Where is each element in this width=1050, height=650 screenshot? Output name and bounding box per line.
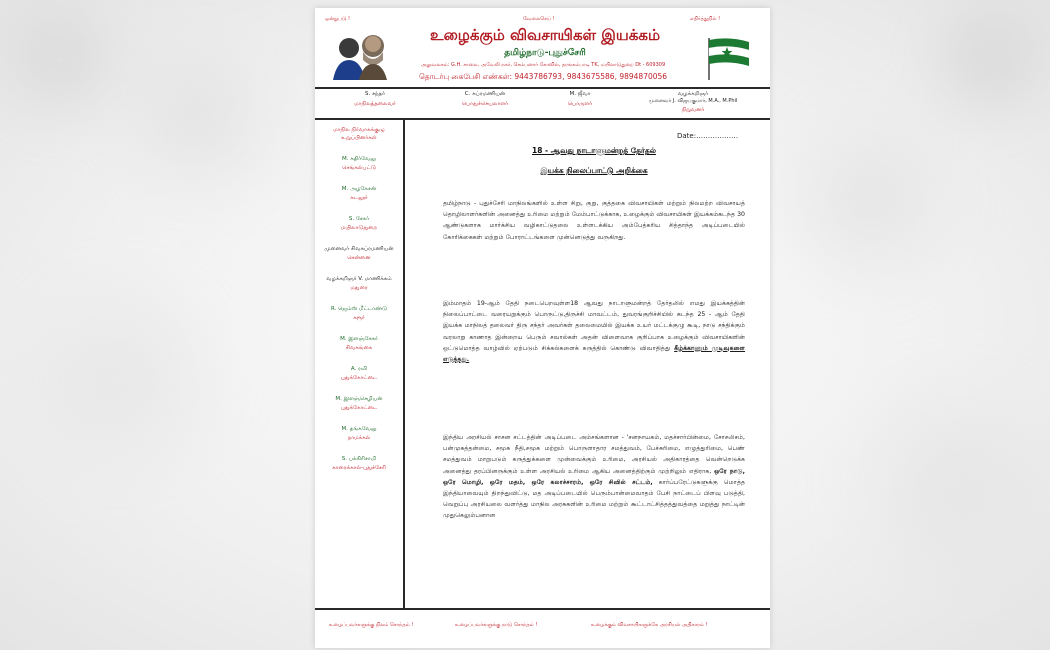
officer-name: வழக்கறிஞர் [677,91,709,97]
member-name: வழக்கறிஞர் V. மாணிக்கம் [326,276,392,282]
header-divider [315,87,770,89]
top-slogan-left: ஒன்றுபடு ! [325,16,350,22]
committee-member [315,336,403,352]
paragraph-3 [443,432,745,522]
committee-member [315,456,403,472]
paragraph-3-text-b: கார்ப்பரேட்டுகளுக்கு மொத்த இந்தியாவையும் திறந்துவிட்டு, மத அடிப்படையில் பெரும்பான்மைவாதம் பேசி நாட்டைப் பிளவு படுத்தி, வெறுப்பு அரசியலை வளர்த்து மாநில அரசுகளின் உரிமை மற்றும் கூட்டாட்சித்தத்துவத்தை மறுத்து நாட்டின் முதுகெலும்பனான [443,478,746,520]
member-place: காரைக்கால்-புதுச்சேரி [332,465,386,471]
officer-name-line2: முனைவர் J. விஜயகுமார், M.A., M.Phil [648,98,738,104]
member-place: புதுக்கோட்டை [340,405,378,411]
letter-page [315,8,770,648]
officer-treasurer [550,91,610,108]
sidebar-divider [403,120,405,608]
officer-name: S. சந்தர் [364,91,386,97]
member-name: M. தங்கவேலு [341,426,377,432]
organization-flag-icon [703,32,753,82]
member-name: S. பக்கிரிசாமி [341,456,377,462]
member-place: செங்கல்பட்டு [342,165,376,171]
committee-member [315,246,403,262]
officer-general-secretary [435,91,535,108]
top-slogan-right: எதிர்த்துநில் ! [690,16,721,22]
background-blur-left [0,0,300,650]
member-place: கரூர் [353,315,365,321]
top-slogan-center: வேலைசெய் ! [523,16,555,22]
committee-member [315,426,403,442]
officer-president [335,91,415,108]
leader-portraits-image [327,30,393,80]
letter-subheading: இயக்க நிலைப்பாட்டு அறிக்கை [540,166,648,175]
paragraph-3-text-a: இந்திய அரசியல் சாசன சட்டத்தின் அடிப்படை அம்சங்களான - 'சனநாயகம், மதச்சார்பின்மை, சோசலிசம், பன்முகத்தன்மை, சமூக நீதி,சமூக மற்றும் பொருளாதார சமத்துவம், பேச்சுரிமை, எழுத்துரிமை, பெண் சமத்துவம் மாறுபடும் கருத்துக்களை முன்வைக்கும் உரிமை, அரசியல் அதிகாரத்தை வென்றெடுக்க அனைத்து தரப்பினருக்கும் உள்ள அரசியல் உரிமை ஆகிய அனைத்திற்கும் முற்றிலும் எதிராக, [443,434,745,475]
officer-founder [633,91,753,114]
member-place: சென்னை [347,255,371,261]
committee-member [315,306,403,322]
background-blur-right [750,0,1050,650]
member-place: புதுக்கோட்டை [340,375,378,381]
committee-sidebar [315,126,403,472]
member-name: M. கதிர்வேலு [342,156,376,162]
member-name: R. ஜெம்ஸ் மீட்டாண்டு [330,306,388,312]
letter-heading: 18 - ஆவது நாடாளுமன்றத் தேர்தல் [532,146,656,155]
organization-region: தமிழ்நாடு-புதுச்சேரி [504,48,586,58]
paragraph-3-emphasis: ஒரே நாடு, ஒரே மொழி, ஒரே மதம், ஒரே கலாச்சாரம், ஒரே சிவில் சட்டம், [443,467,745,486]
officer-title: மாநிலத்தலைவர் [354,101,396,107]
officer-title: நிறுவனர் [681,107,705,113]
organization-phone: தொடர்பு கைபேசி எண்கள்: 9443786793, 9843675586, 9894870056 [418,72,668,81]
paragraph-2 [443,298,745,365]
member-name: A. ரவி [350,366,368,372]
member-place: கடலூர் [350,195,368,201]
committee-member [315,366,403,382]
member-place: மயிலாடுதுறை [340,225,378,231]
footer-divider [315,608,770,610]
officer-title: பொதுச்செயலாளர் [461,101,509,107]
paragraph-2-text: இம்மாதம் 19-ஆம் தேதி நடைபெறவுள்ள18 ஆவது நாடாளுமன்றத் தேர்தலில் எமது இயக்கத்தின் நிலைப்பாட்டை வரையறுக்கும் பொருட்டு,திருச்சி மாவட்டம், துவரங்குறிச்சியில் கடந்த 25 - ஆம் தேதி இயக்க மாநிலத் தலைவர் திரு சந்தர் அவர்கள் தலைமையில் இயக்க உயர் மட்டக்குழு கூடி, நாடு சந்திக்கும் வரலாறு காணாத இன்றைய பெரும் சவால்கள் அதன் விளைவாக குறிப்பாக உழைக்கும் விவசாயிகளின் ஒட்டுமொத்த வாழ்வில் ஏற்படும் சிக்கல்களைக் கருத்தில் கொண்டு விவாதித்து [443,300,745,352]
committee-heading: மாநில நிர்வாகக்குழு உறுப்பினர்கள் [333,127,385,141]
officer-name: C. சுப்ரமணியன் [464,91,506,97]
member-place: மதுரை [350,285,368,291]
committee-member [315,276,403,292]
paragraph-2-decision: கீழ்க்காணும் முடிவுகளை எடுத்தது. [443,344,746,364]
committee-member [315,396,403,412]
member-place: சிவகங்கை [345,345,373,351]
footer-slogan-3: உழைக்கும் விவசாயிகளுக்கே அரசியல் அதிகாரம் ! [591,622,708,628]
member-name: S. சேகர் [348,216,370,222]
paragraph-1: தமிழ்நாடு - புதுச்சேரி மாநிலங்களில் உள்ள சிறு, குறு, குத்தகை விவசாயிகள் மற்றும் நிலமற்ற விவசாயத் தொழிலாளர்களின் அனைத்து உரிமை மற்றும் மேம்பாட்டுக்காக, உழைக்கும் விவசாயிகள் இயக்கம்கடந்த 30 ஆண்டுகளாக மார்க்சிய வழிகாட்டுதலை உள்ளடக்கிய அம்பேத்கரிய சித்தாந்த அடிப்படையில் கோரிக்கைகள் மற்றும் போராட்டங்களை முன்னெடுத்து வருகிறது. [443,200,745,241]
member-name: M. இளஞ்செழியன் [335,396,383,402]
officers-divider [315,118,770,120]
footer-slogan-2: உழைப்பவர்களுக்கு நாடு சொந்தம் ! [455,622,538,628]
date-field: Date:……………… [677,132,739,140]
committee-member [315,156,403,172]
member-place: நாமக்கல் [347,435,371,441]
organization-name: உழைக்கும் விவசாயிகள் இயக்கம் [429,26,661,44]
member-name: முனைவர் சிவசுப்ரமணியன் [324,246,394,252]
officer-title: பொருளர் [567,101,593,107]
footer-slogan-1: உழைப்பவர்களுக்கு நிலம் சொந்தம் ! [329,622,414,628]
committee-member [315,186,403,202]
officer-name: M. ஜீவா [569,91,591,97]
member-name: M. இளஞ்சேகர் [340,336,378,342]
organization-address: அலுவலகம்: G.H. சாலை, அவேலி நகர், செம்பனார் கோவில், தரங்கம்பாடி TK, மயிலாடுதுறை Dt - 609309 [420,62,666,68]
committee-member [315,216,403,232]
member-name: M. அழகேசன் [341,186,377,192]
